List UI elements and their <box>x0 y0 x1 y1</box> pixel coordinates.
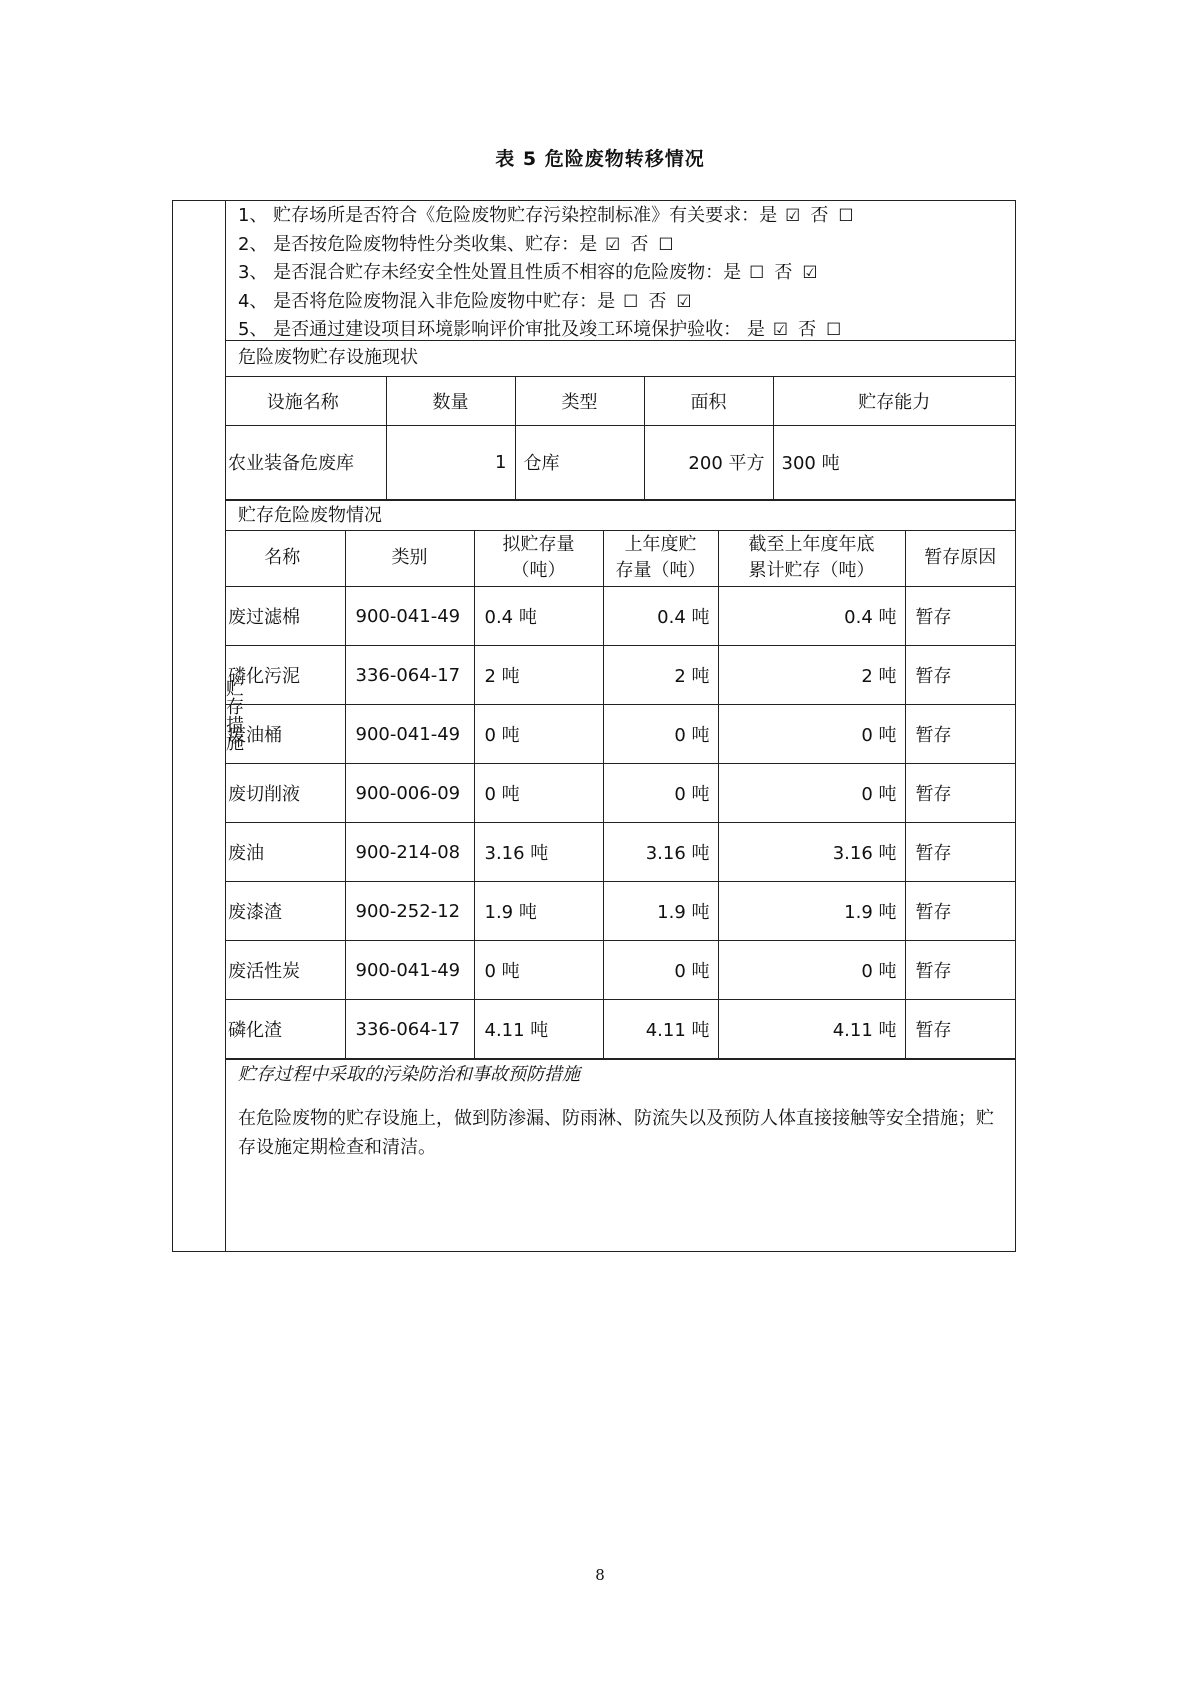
waste-cell: 废过滤棉 <box>226 587 345 646</box>
waste-cell: 0 吨 <box>718 764 905 823</box>
measures-heading: 贮存过程中采取的污染防治和事故预防措施 <box>226 1059 1015 1096</box>
waste-row <box>226 646 1015 705</box>
waste-cell: 0 吨 <box>474 705 603 764</box>
waste-row <box>226 941 1015 1000</box>
waste-header-cell <box>345 531 474 587</box>
waste-header-text: 存量（吨） <box>615 560 706 582</box>
storage-measures-table <box>172 200 1016 1252</box>
waste-cell: 4.11 吨 <box>603 1000 718 1059</box>
checklist-question: 5、 是否通过建设项目环境影响评价审批及竣工环境保护验收： 是 <box>238 319 765 340</box>
waste-cell: 暂存 <box>905 646 1015 705</box>
waste-cell: 2 吨 <box>718 646 905 705</box>
waste-cell: 0 吨 <box>603 941 718 1000</box>
waste-cell: 暂存 <box>905 823 1015 882</box>
waste-header-text: （吨） <box>511 560 566 582</box>
waste-cell: 暂存 <box>905 1000 1015 1059</box>
waste-row <box>226 705 1015 764</box>
waste-section-heading: 贮存危险废物情况 <box>226 500 1015 531</box>
waste-cell: 废油桶 <box>226 705 345 764</box>
table-content <box>226 201 1015 1251</box>
waste-header-text: 暂存原因 <box>924 547 997 569</box>
waste-cell: 1.9 吨 <box>603 882 718 941</box>
waste-header-text: 类别 <box>391 547 428 569</box>
checklist-question: 4、 是否将危险废物混入非危险废物中贮存：是 <box>238 290 616 312</box>
no-label: 否 <box>810 205 829 226</box>
facility-header-row <box>226 377 1015 425</box>
waste-cell: 0.4 吨 <box>474 587 603 646</box>
waste-cell: 336-064-17 <box>345 646 474 705</box>
facility-cell: 1 <box>386 425 515 499</box>
waste-cell: 3.16 吨 <box>718 823 905 882</box>
waste-header-cell <box>905 531 1015 587</box>
facility-cell: 200 平方 <box>644 425 773 499</box>
waste-cell: 0.4 吨 <box>718 587 905 646</box>
page-number: 8 <box>595 1566 605 1584</box>
no-label: 否 <box>798 319 817 340</box>
facility-table <box>226 377 1015 500</box>
no-checkbox[interactable]: ☑ <box>802 263 818 283</box>
waste-cell: 900-252-12 <box>345 882 474 941</box>
waste-row <box>226 882 1015 941</box>
no-checkbox[interactable]: ☑ <box>676 291 692 312</box>
waste-header-text: 累计贮存（吨） <box>748 560 875 582</box>
waste-cell: 废油 <box>226 823 345 882</box>
no-checkbox[interactable]: ☐ <box>838 206 854 226</box>
waste-cell: 4.11 吨 <box>718 1000 905 1059</box>
facility-section-heading: 危险废物贮存设施现状 <box>226 341 1015 377</box>
waste-row <box>226 764 1015 823</box>
checklist-item <box>238 231 1015 260</box>
checklist-item <box>238 202 1015 231</box>
waste-cell: 暂存 <box>905 587 1015 646</box>
checklist-question: 1、 贮存场所是否符合《危险废物贮存污染控制标准》有关要求：是 <box>238 205 778 226</box>
waste-header-cell <box>474 531 603 587</box>
waste-cell: 0.4 吨 <box>603 587 718 646</box>
waste-cell: 0 吨 <box>474 764 603 823</box>
waste-cell: 900-041-49 <box>345 705 474 764</box>
waste-header-text: 名称 <box>264 547 301 569</box>
waste-cell: 废活性炭 <box>226 941 345 1000</box>
no-checkbox[interactable]: ☐ <box>826 320 842 340</box>
side-label: 贮存措施 <box>223 679 244 751</box>
waste-cell: 900-214-08 <box>345 823 474 882</box>
waste-cell: 0 吨 <box>603 705 718 764</box>
waste-cell: 暂存 <box>905 941 1015 1000</box>
facility-header-cell: 面积 <box>644 377 773 425</box>
facility-cell: 农业装备危废库 <box>226 425 386 499</box>
yes-checkbox[interactable]: ☑ <box>605 234 621 255</box>
waste-cell: 0 吨 <box>603 764 718 823</box>
checklist-question: 3、 是否混合贮存未经安全性处置且性质不相容的危险废物：是 <box>238 262 742 283</box>
waste-header-text: 拟贮存量 <box>502 534 575 556</box>
waste-cell: 1.9 吨 <box>718 882 905 941</box>
waste-cell: 336-064-17 <box>345 1000 474 1059</box>
side-column <box>173 201 244 1251</box>
waste-cell: 4.11 吨 <box>474 1000 603 1059</box>
yes-checkbox[interactable]: ☐ <box>749 263 765 283</box>
waste-cell: 2 吨 <box>603 646 718 705</box>
waste-cell: 磷化污泥 <box>226 646 345 705</box>
waste-cell: 900-006-09 <box>345 764 474 823</box>
waste-row <box>226 823 1015 882</box>
waste-table <box>226 531 1015 1060</box>
waste-cell: 磷化渣 <box>226 1000 345 1059</box>
page-title: 表 5 危险废物转移情况 <box>495 148 705 170</box>
facility-header-cell: 贮存能力 <box>773 377 1015 425</box>
yes-checkbox[interactable]: ☐ <box>623 291 639 312</box>
waste-header-cell <box>718 531 905 587</box>
waste-cell: 3.16 吨 <box>603 823 718 882</box>
facility-cell: 300 吨 <box>773 425 1015 499</box>
waste-cell: 0 吨 <box>718 941 905 1000</box>
waste-cell: 0 吨 <box>718 705 905 764</box>
yes-checkbox[interactable]: ☑ <box>772 320 789 340</box>
facility-header-cell: 设施名称 <box>226 377 386 425</box>
no-label: 否 <box>774 262 793 283</box>
no-label: 否 <box>630 233 649 255</box>
facility-cell: 仓库 <box>515 425 644 499</box>
waste-cell: 暂存 <box>905 705 1015 764</box>
waste-cell: 废漆渣 <box>226 882 345 941</box>
waste-header-text: 上年度贮 <box>624 534 697 556</box>
yes-checkbox[interactable]: ☑ <box>785 206 801 226</box>
checklist-item <box>238 259 1015 288</box>
waste-cell: 1.9 吨 <box>474 882 603 941</box>
no-checkbox[interactable]: ☐ <box>658 234 674 255</box>
waste-row <box>226 587 1015 646</box>
checklist <box>226 201 1015 341</box>
facility-header-cell: 数量 <box>386 377 515 425</box>
waste-header-cell <box>226 531 345 587</box>
waste-header-text: 截至上年度年底 <box>748 534 875 556</box>
waste-cell: 2 吨 <box>474 646 603 705</box>
no-label: 否 <box>648 290 667 312</box>
facility-row <box>226 425 1015 499</box>
waste-cell: 3.16 吨 <box>474 823 603 882</box>
waste-cell: 暂存 <box>905 882 1015 941</box>
waste-row <box>226 1000 1015 1059</box>
waste-header-row <box>226 531 1015 587</box>
waste-cell: 废切削液 <box>226 764 345 823</box>
waste-cell: 0 吨 <box>474 941 603 1000</box>
waste-cell: 900-041-49 <box>345 587 474 646</box>
measures-body: 在危险废物的贮存设施上，做到防渗漏、防雨淋、防流失以及预防人体直接接触等安全措施；贮存设施定期检查和清洁。 <box>238 1108 994 1158</box>
waste-header-cell <box>603 531 718 587</box>
checklist-question: 2、 是否按危险废物特性分类收集、贮存：是 <box>238 233 598 255</box>
waste-cell: 900-041-49 <box>345 941 474 1000</box>
checklist-item <box>238 288 1015 317</box>
facility-header-cell: 类型 <box>515 377 644 425</box>
waste-cell: 暂存 <box>905 764 1015 823</box>
